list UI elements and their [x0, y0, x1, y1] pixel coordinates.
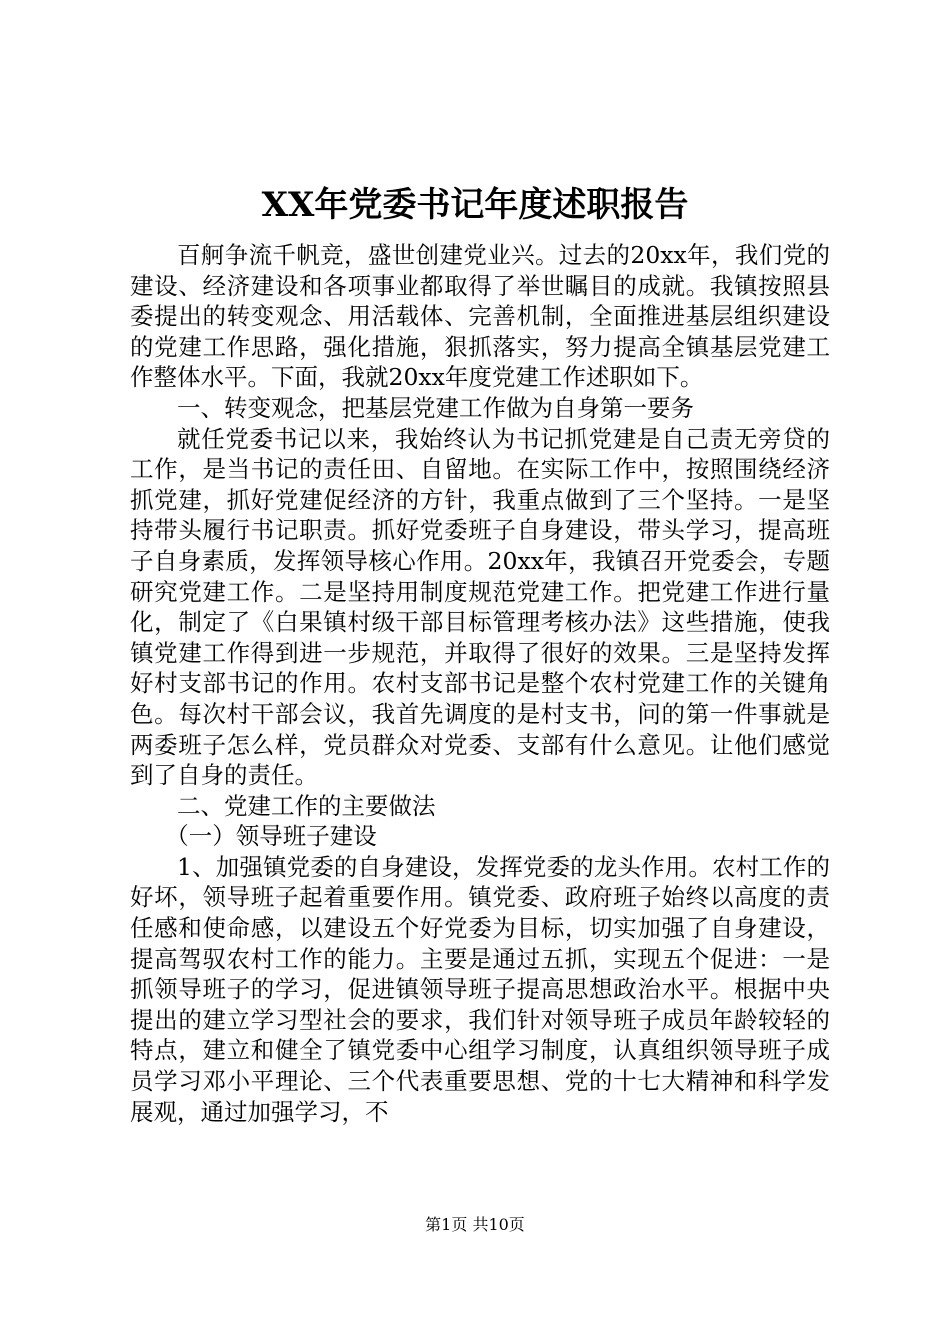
paragraph-subsection-1: 1、加强镇党委的自身建设，发挥党委的龙头作用。农村工作的好坏，领导班子起着重要作用。镇党委、政府班子始终以高度的责任感和使命感，以建设五个好党委为目标，切实加强了自身建设，提高驾驭农村工作的能力。主要是通过五抓，实现五个促进：一是抓领导班子的学习，促进镇领导班子提高思想政治水平。根据中央提出的建立学习型社会的要求，我们针对领导班子成员年龄较轻的特点，建立和健全了镇党委中心组学习制度，认真组织领导班子成员学习邓小平理论、三个代表重要思想、党的十七大精神和科学发展观，通过加强学习，不 [130, 852, 830, 1126]
section-heading-1: 一、转变观念，把基层党建工作做为自身第一要务 [177, 393, 694, 422]
section-heading-2: 二、党建工作的主要做法 [177, 791, 436, 820]
paragraph-intro: 百舸争流千帆竞，盛世创建党业兴。过去的20xx年，我们党的建设、经济建设和各项事业都取得了举世瞩目的成就。我镇按照县委提出的转变观念、用活载体、完善机制，全面推进基层组织建设的党建工作思路，强化措施，狠抓落实，努力提高全镇基层党建工作整体水平。下面，我就20xx年度党建工作述职如下。 [130, 241, 830, 392]
page-footer: 第1页 共10页 [425, 1215, 525, 1234]
paragraph-section-1: 就任党委书记以来，我始终认为书记抓党建是自己责无旁贷的工作，是当书记的责任田、自留地。在实际工作中，按照围绕经济抓党建，抓好党建促经济的方针，我重点做到了三个坚持。一是坚持带头履行书记职责。抓好党委班子自身建设，带头学习，提高班子自身素质，发挥领导核心作用。20xx年，我镇召开党委会，专题研究党建工作。二是坚持用制度规范党建工作。把党建工作进行量化，制定了《白果镇村级干部目标管理考核办法》这些措施，使我镇党建工作得到进一步规范，并取得了很好的效果。三是坚持发挥好村支部书记的作用。农村支部书记是整个农村党建工作的关键角色。每次村干部会议，我首先调度的是村支书，问的第一件事就是两委班子怎么样，党员群众对党委、支部有什么意见。让他们感觉到了自身的责任。 [130, 424, 830, 790]
document-body [130, 240, 830, 1127]
subsection-heading-1: （一）领导班子建设 [165, 822, 377, 851]
document-title: XX年党委书记年度述职报告 [261, 185, 689, 225]
